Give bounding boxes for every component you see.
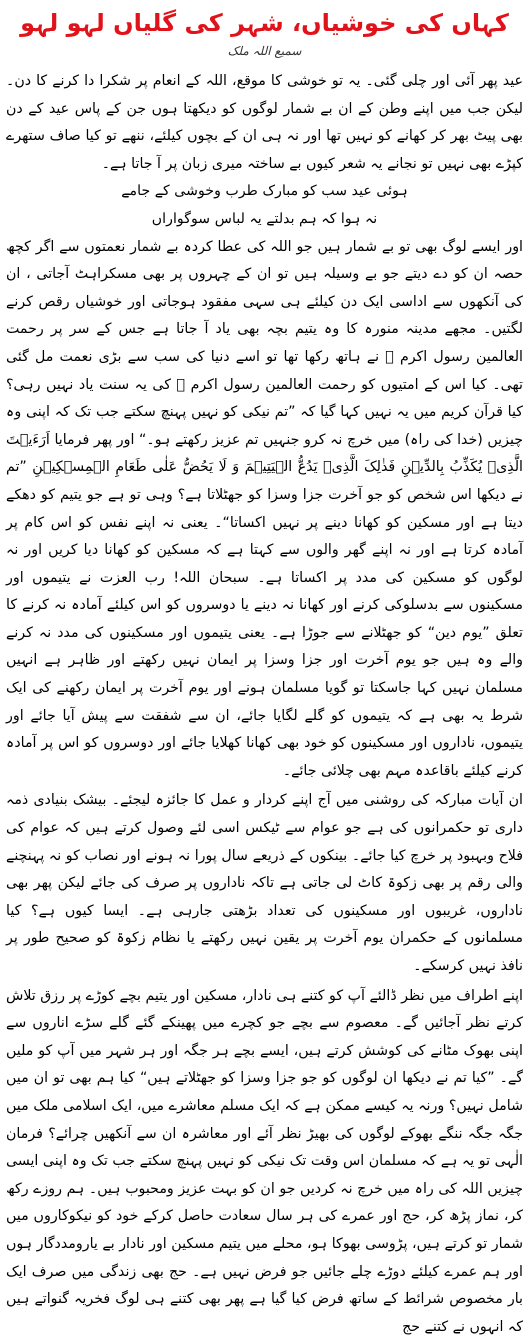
verse-line-2: نہ ہوا کہ ہم بدلتے یہ لباس سوگواراں bbox=[151, 210, 378, 227]
paragraph-intro: عید پھر آئی اور چلی گئی۔ یہ تو خوشی کا موقع، اللہ کے انعام پر شکرا دا کرنے کا دن۔ لیکن جب میں اپنے وطن کے ان بے شمار لوگوں کو دیکھتا ہوں جن کے پاس عید کے دن بھی پیٹ بھر کر کھانے کو نہیں تھا اور نہ ہی ان کے بچوں کیلئے، ننھے تو کیا صاف ستھرے کپڑے بھی نہیں تو نجانے یہ شعر کیوں بے ساختہ میری زبان پر آ جاتا ہے۔ bbox=[6, 73, 523, 172]
article-title: کہاں کی خوشیاں، شہر کی گلیاں لہو لہو bbox=[20, 9, 509, 37]
paragraph-surroundings: اپنے اطراف میں نظر ڈالئے آپ کو کتنے ہی نادار، مسکین اور یتیم بچے کوڑے پر رزق تلاش کرتے نظر آجائیں گے۔ معصوم سے بچے جو کچرے میں پھینکے گئے گلے سڑے اناروں سے اپنی بھوک مٹانے کی کوشش کرتے ہیں، ایسے بچے ہر جگہ اور ہر شہر میں آپ کو ملیں گے۔ ”کیا تم نے دیکھا ان لوگوں کو جو جزا وسزا کو جھٹلاتے ہیں“ کیا ہم بھی تو ان میں شامل نہیں؟ ورنہ یہ کیسے ممکن ہے کہ ایک مسلم معاشرے میں، ایک اسلامی ملک میں جگہ جگہ ننگے بھوکے لوگوں کی بھیڑ نظر آئے اور معاشرہ ان سے آنکھیں چرائے؟ فرمان الٰہی تو یہ ہے کہ مسلمان اس وقت تک نیکی کو نہیں پہنچ سکتے جب تک وہ اپنی ایسی چیزیں اللہ کی راہ میں خرچ نہ کردیں جو ان کو بہت عزیز ومحبوب ہیں۔ ہم روزے رکھ کر، نماز پڑھ کر، حج اور عمرے کی ہر سال سعادت حاصل کرکے خود کو نیکوکاروں میں شمار تو کرتے ہیں، پڑوسی بھوکا ہو، محلے میں یتیم مسکین اور نادار بے یارومددگار ہوں اور ہم عمرے کیلئے دوڑے چلے جائیں جو فرض نہیں ہے۔ حج بھی زندگی میں صرف ایک بار مخصوص شرائط کے ساتھ فرض کیا گیا ہے پھر بھی کتنے ہی لوگ فخریہ گنواتے ہیں کہ انہوں نے کتنے حج bbox=[6, 987, 523, 1335]
author-name: سمیع اللہ ملک bbox=[227, 44, 302, 58]
paragraph-quran: اور ایسے لوگ بھی تو بے شمار ہیں جو اللہ کی عطا کردہ بے شمار نعمتوں سے اگر کچھ حصہ ان کو دے دیتے جو بے وسیلہ ہیں تو ان کے چہروں پر بھی مسکراہٹ آجاتی ، ان کی آنکھوں سے اداسی ایک دن کیلئے ہی سہی مفقود ہوجاتی اور خوشیاں رقص کرنے لگتیں۔ مجھے مدینہ منورہ کا وہ یتیم بچہ بھی یاد آ جاتا ہے جس کے سر پر رحمت العالمین رسول اکرم ﷺ نے ہاتھ رکھا تھا تو اسے دنیا کی سب سے بڑی نعمت مل گئی تھی۔ کیا اس کے امتیوں کو رحمت العالمین رسول اکرم ﷺ کی یہ سنت یاد نہیں رہی؟ کیا قرآن کریم میں یہ نہیں کہا گیا کہ ”تم نیکی کو نہیں پہنچ سکتے جب تک کہ اپنی وہ چیزیں (خدا کی راہ) میں خرچ نہ کرو جنہیں تم عزیز رکھتے ہو۔“ اور پھر فرمایا اَرَءَیۡتَ الَّذِیۡ یُکَذِّبُ بِالدِّیۡنِ فَذٰلِکَ الَّذِیۡ یَدُعُّ الۡیَتِیۡمَ وَ لَا یَحُضُّ عَلٰی طَعَامِ الۡمِسۡکِیۡنِ ”تم نے دیکھا اس شخص کو جو آخرت جزا وسزا کو جھٹلاتا ہے؟ وہی تو ہے جو یتیم کو دھکے دیتا ہے اور مسکین کو کھانا دینے پر نہیں اکساتا“۔ یعنی نہ اپنے نفس کو اس کام پر آمادہ کرتا ہے اور نہ اپنے گھر والوں سے کہتا ہے کہ مسکین کو کھانا دیا کریں اور نہ لوگوں کو مسکین کی مدد پر اکساتا ہے۔ سبحان اللہ! رب العزت نے یتیموں اور مسکینوں سے بدسلوکی کرنے اور کھانا نہ دینے یا دوسروں کو اس کیلئے آمادہ نہ کرنے کا تعلق ”یوم دین“ کو جھٹلانے سے جوڑا ہے۔ یعنی یتیموں اور مسکینوں کی مدد نہ کرنے والے وہ ہیں جو یوم آخرت اور جزا وسزا پر ایمان نہیں رکھتے اور ظاہر ہے انہیں مسلمان نہیں کہا جاسکتا تو گویا مسلمان ہونے اور یوم آخرت پر ایمان رکھنے کی ایک شرط یہ بھی ہے کہ یتیموں کو گلے لگایا جائے، ان سے شفقت سے پیش آیا جائے اور یتیموں، ناداروں اور مسکینوں کو خود بھی کھانا کھلایا جائے اور دوسروں کو اس پر آمادہ کرنے کیلئے باقاعدہ مہم بھی چلائی جائے۔ bbox=[6, 238, 523, 779]
verse-line-1: ہوئی عید سب کو مبارک طرب وخوشی کے جامے bbox=[121, 183, 408, 200]
paragraph-rulers: ان آیات مبارکہ کی روشنی میں آج اپنے کردار و عمل کا جائزہ لیجئے۔ بیشک بنیادی ذمہ داری تو حکمرانوں کی ہے جو عوام سے ٹیکس اسی لئے وصول کرتے ہیں کہ عوام کی فلاح وبہبود پر خرچ کیا جائے۔ بینکوں کے ذریعے سال پورا نہ ہونے اور نصاب کو نہ پہنچنے والی رقم پر بھی زکوۃ کاٹ لی جاتی ہے تاکہ ناداروں پر صرف کی جائے لیکن پھر بھی ناداروں، غریبوں اور مسکینوں کی تعداد بڑھتی جارہی ہے۔ ایسا کیوں ہے؟ کیا مسلمانوں کے حکمران یوم آخرت پر یقین نہیں رکھتے یا نظام زکوۃ کو صحیح طور پر نافذ نہیں کرسکے۔ bbox=[6, 792, 523, 974]
